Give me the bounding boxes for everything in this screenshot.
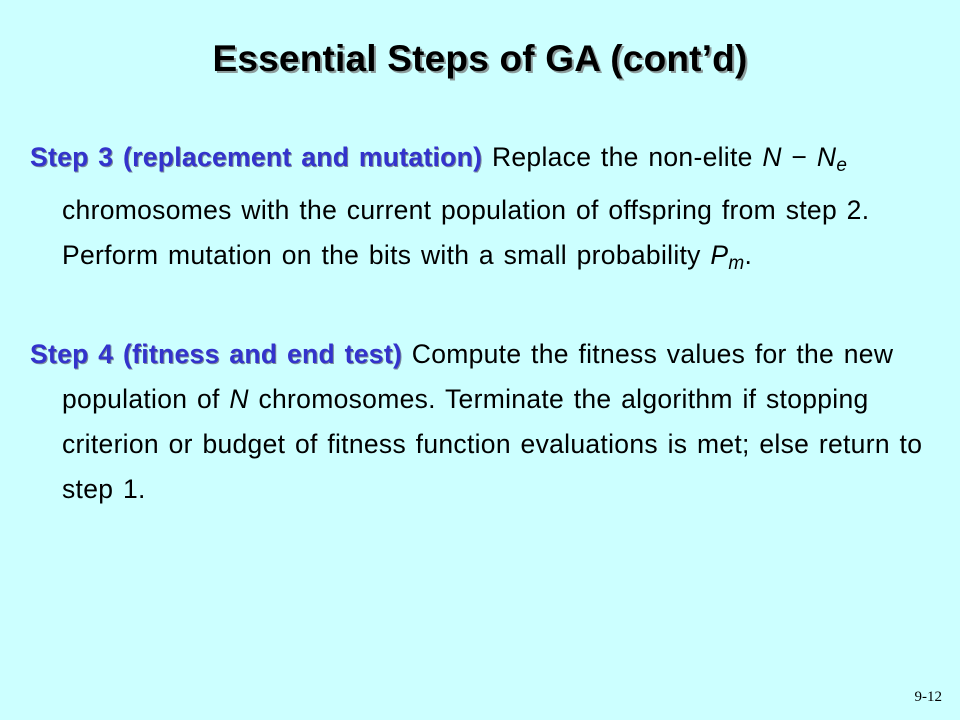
step-4-paragraph [30, 332, 960, 512]
slide-title: Essential Steps of GA (cont’d) [212, 38, 748, 79]
step-3-label: Step 3 (replacement and mutation) [30, 142, 483, 172]
step-3-text-part-1: Replace the non-elite [482, 142, 763, 172]
step-3-paragraph [30, 135, 960, 286]
math-ne-subscript: e [836, 155, 848, 176]
math-n-step4: N [229, 384, 249, 414]
step-3-text-part-2: chromosomes with the current population of offspring from step 2. Perform mutation on the bits with a small probability [62, 195, 870, 270]
math-pm-subscript: m [728, 253, 745, 274]
math-n: N [762, 142, 782, 172]
minus-sign: − [781, 142, 817, 172]
step-4-text-part-1: Compute the fitness values for the new population of [62, 339, 894, 414]
math-pm-base: P [710, 240, 729, 270]
step-4-text-part-2: chromosomes. Terminate the algorithm if stopping criterion or budget of fitness function evaluations is met; else return to step 1. [62, 384, 923, 504]
slide-number: 9-12 [914, 689, 942, 705]
math-ne-base: N [816, 142, 837, 172]
step-4-label: Step 4 (fitness and end test) [30, 339, 403, 369]
step-3-text-part-3: . [744, 240, 753, 270]
